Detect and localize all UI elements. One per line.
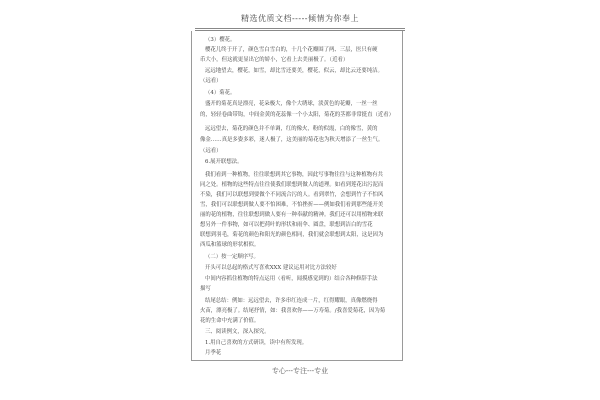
text-line: 远远望去，菊花的颜色并不单调，红的像火，粉的似霞，白的像雪，黄的 bbox=[205, 126, 378, 132]
text-line: 1.用自己喜欢的方式研读，读中有所发现。 bbox=[205, 340, 308, 346]
text-line: 远远地望去，樱花，如雪，却比雪还要美，樱花，似云，却比云还要纯洁。 bbox=[205, 68, 383, 74]
page-header: 精选优质文档-----倾情为你奉上 bbox=[240, 14, 359, 23]
subheading-reading: 三、阅读例文，深入探究。 bbox=[205, 329, 270, 335]
text-line: （远看） bbox=[200, 78, 222, 84]
header-rule-top bbox=[195, 28, 405, 29]
text-line: 像金……真是多姿多彩，迷人极了，这美丽的菊花也为秋天增添了一丝生气。 bbox=[200, 137, 384, 143]
text-line: 中间内容抓住植物的特点运用（看听，闻摸感觉到的）结合各种修辞手法 bbox=[205, 276, 378, 282]
text-line: 花的生命中充满了价值。 bbox=[200, 318, 260, 324]
text-line: 雪，我们可以联想到做人要不怕困难，不怕挫折——例如我们看到那些能开美 bbox=[200, 202, 384, 208]
text-line: 火苗，漂亮极了。结尾抒情，如：我喜欢你——万寿菊。/我喜爱菊花，因为菊 bbox=[200, 308, 386, 314]
subheading-order: （二）按一定顺序写。 bbox=[205, 254, 259, 260]
text-line: 开头可以总起的格式写喜欢XXX 建议运用对比方法较好 bbox=[205, 265, 337, 271]
text-line: 联想到羽毛，菊花的颜色和阳光的颜色相同，我们就会联想到太阳，这是因为 bbox=[200, 232, 384, 238]
subheading-sakura: （3）樱花。 bbox=[205, 37, 236, 43]
page-footer: 专心---专注---专业 bbox=[271, 367, 329, 375]
text-line: 币大小，但这就更显出它的娇小，它看上去美丽极了。（近看） bbox=[200, 57, 349, 63]
text-line: 我们看到一种植物，往往联想到其它事物，因此写事物往往与这种植物有共 bbox=[205, 172, 383, 178]
text-line: 月季花 bbox=[205, 350, 222, 356]
subheading-chrysanthemum: （4）菊花。 bbox=[205, 90, 236, 96]
text-line: 描写 bbox=[200, 286, 211, 292]
text-line: 同之处。植物的这些特点往往使我们联想到做人的道理。如看到莲花出污泥而 bbox=[200, 182, 384, 188]
text-line: 盛开的菊花真是漂亮，花朵极大，像个大绣球，淡黄色的花瓣，一丝一丝 bbox=[205, 101, 378, 107]
text-line: 想另外一件事物，如可以把荷叶的形状和雨伞、圆盘，联想到洁白的雪花 bbox=[200, 222, 373, 228]
subheading-association: 6.展开联想法。 bbox=[205, 159, 243, 165]
text-line: 樱花儿终于开了，颜色雪白雪白的，十几个花瓣围了两、三层，医只有硬 bbox=[205, 47, 378, 53]
text-line: （远看） bbox=[200, 148, 222, 154]
text-line: 的，轻轻卷曲带钩，中间金黄的花蕊像一个小太阳，菊花的茎都非常挺直（近看） bbox=[200, 112, 395, 118]
text-line: 西瓜和篮球的形状相似。 bbox=[200, 242, 260, 248]
text-line: 不染，我们可以联想到要做个不同流合污的人。看到翠竹，会想到竹子不怕风 bbox=[200, 192, 384, 198]
text-line: 结尾总结：例如：远远望去，许多串红连成一片，红得耀眼，真像燃烧得 bbox=[205, 298, 378, 304]
text-line: 丽的花的植物，往往联想到做人要有一种奉献的精神。我们还可以用植物来联 bbox=[200, 212, 384, 218]
